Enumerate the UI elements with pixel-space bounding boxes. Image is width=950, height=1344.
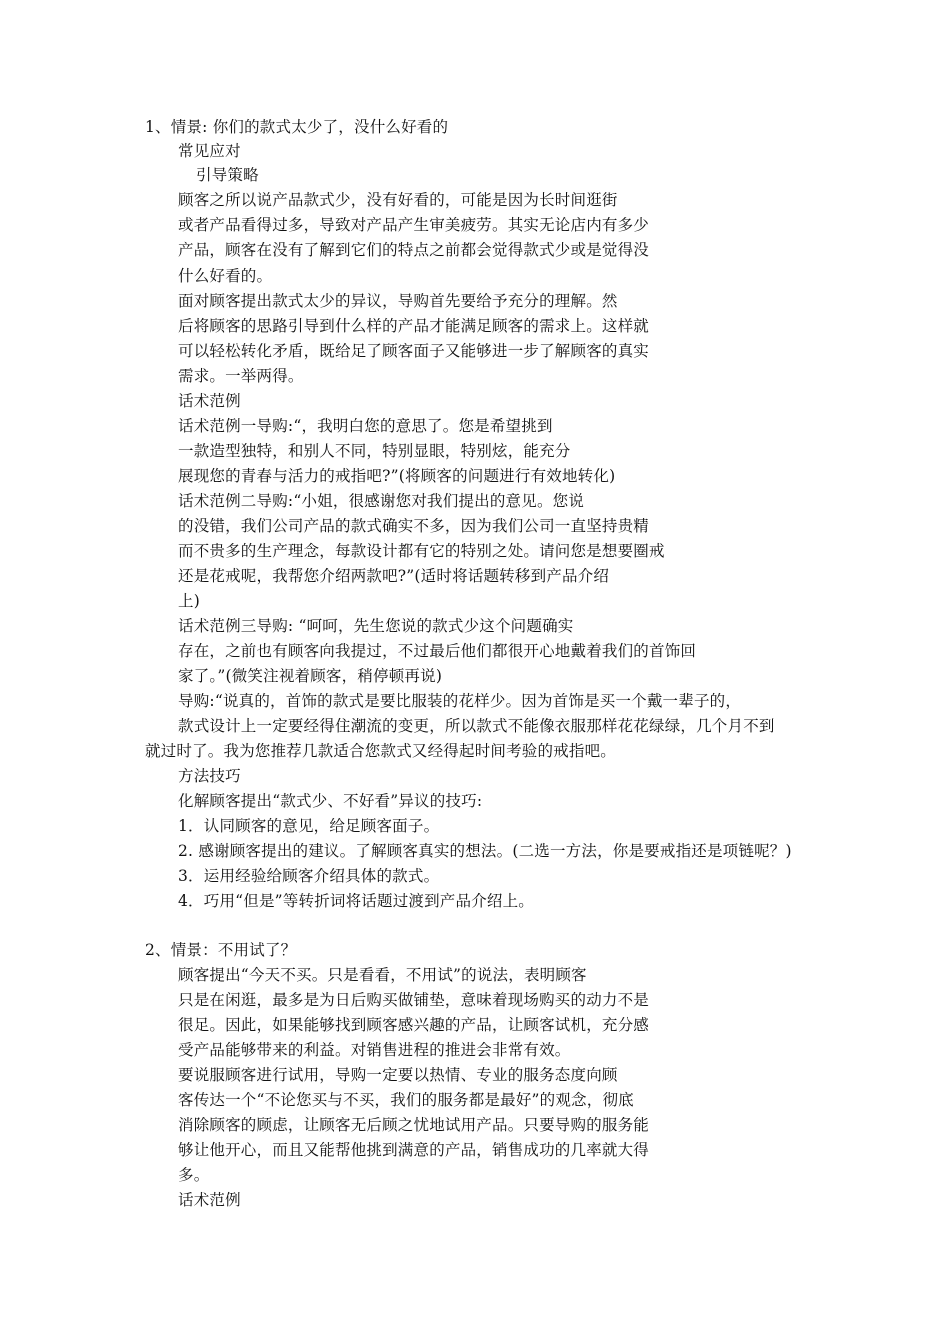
text-line: 展现您的青春与活力的戒指吧?”(将顾客的问题进行有效地转化) — [178, 467, 616, 485]
text-line: 面对顾客提出款式太少的异议，导购首先要给予充分的理解。然 — [178, 292, 618, 310]
text-line: 话术范例三导购: “呵呵，先生您说的款式少这个问题确实 — [178, 617, 574, 635]
text-line: 需求。一举两得。 — [178, 367, 304, 385]
text-line: 或者产品看得过多，导致对产品产生审美疲劳。其实无论店内有多少 — [178, 216, 650, 234]
text-line: 款式设计上一定要经得住潮流的变更，所以款式不能像衣服那样花花绿绿，几个月不到 — [178, 717, 775, 735]
text-line: 顾客提出“今天不买。只是看看，不用试”的说法，表明顾客 — [178, 966, 587, 984]
text-line: 只是在闲逛，最多是为日后购买做铺垫，意味着现场购买的动力不是 — [178, 991, 650, 1009]
text-line: 方法技巧 — [178, 767, 241, 785]
text-line: 够让他开心，而且又能帮他挑到满意的产品，销售成功的几率就大得 — [178, 1141, 650, 1159]
text-line: 引导策略 — [196, 166, 259, 184]
text-line: 3．运用经验给顾客介绍具体的款式。 — [178, 867, 440, 885]
text-line: 客传达一个“不论您买与不买，我们的服务都是最好”的观念，彻底 — [178, 1091, 634, 1109]
text-line: 而不贵多的生产理念，每款设计都有它的特别之处。请问您是想要圈戒 — [178, 542, 665, 560]
text-line: 话术范例一导购:“，我明白您的意思了。您是希望挑到 — [178, 417, 553, 435]
text-line: 顾客之所以说产品款式少，没有好看的，可能是因为长时间逛街 — [178, 191, 618, 209]
text-line: 要说服顾客进行试用，导购一定要以热情、专业的服务态度向顾 — [178, 1066, 618, 1084]
text-line: 就过时了。我为您推荐几款适合您款式又经得起时间考验的戒指吧。 — [145, 742, 617, 760]
text-line: 话术范例 — [178, 1191, 241, 1209]
text-line: 4．巧用“但是”等转折词将话题过渡到产品介绍上。 — [178, 892, 535, 910]
text-line: 2. 感谢顾客提出的建议。了解顾客真实的想法。(二选一方法，你是要戒指还是项链呢？) — [178, 842, 792, 860]
text-line: 的没错，我们公司产品的款式确实不多，因为我们公司一直坚持贵精 — [178, 517, 650, 535]
text-line: 1．认同顾客的意见，给足顾客面子。 — [178, 817, 440, 835]
text-line: 受产品能够带来的利益。对销售进程的推进会非常有效。 — [178, 1041, 571, 1059]
text-line: 1、情景: 你们的款式太少了，没什么好看的 — [145, 118, 449, 136]
text-line: 上) — [178, 592, 200, 610]
text-line: 什么好看的。 — [178, 267, 273, 285]
text-line: 常见应对 — [178, 142, 241, 160]
text-line: 存在，之前也有顾客向我提过，不过最后他们都很开心地戴着我们的首饰回 — [178, 642, 697, 660]
text-line: 话术范例二导购:“小姐，很感谢您对我们提出的意见。您说 — [178, 492, 585, 510]
text-line: 产品，顾客在没有了解到它们的特点之前都会觉得款式少或是觉得没 — [178, 241, 650, 259]
text-line: 导购:“说真的，首饰的款式是要比服装的花样少。因为首饰是买一个戴一辈子的， — [178, 692, 742, 710]
text-line: 2、情景：不用试了？ — [145, 941, 297, 959]
text-line: 家了。”(微笑注视着顾客，稍停顿再说) — [178, 667, 443, 685]
text-line: 后将顾客的思路引导到什么样的产品才能满足顾客的需求上。这样就 — [178, 317, 650, 335]
text-line: 很足。因此，如果能够找到顾客感兴趣的产品，让顾客试机，充分感 — [178, 1016, 650, 1034]
text-line: 多。 — [178, 1166, 210, 1184]
text-line: 还是花戒呢，我帮您介绍两款吧?”(适时将话题转移到产品介绍 — [178, 567, 610, 585]
text-line: 话术范例 — [178, 392, 241, 410]
text-line: 一款造型独特，和别人不同，特别显眼，特别炫，能充分 — [178, 442, 571, 460]
text-line: 化解顾客提出“款式少、不好看”异议的技巧: — [178, 792, 483, 810]
text-line: 可以轻松转化矛盾，既给足了顾客面子又能够进一步了解顾客的真实 — [178, 342, 650, 360]
text-line: 消除顾客的顾虑，让顾客无后顾之忧地试用产品。只要导购的服务能 — [178, 1116, 650, 1134]
